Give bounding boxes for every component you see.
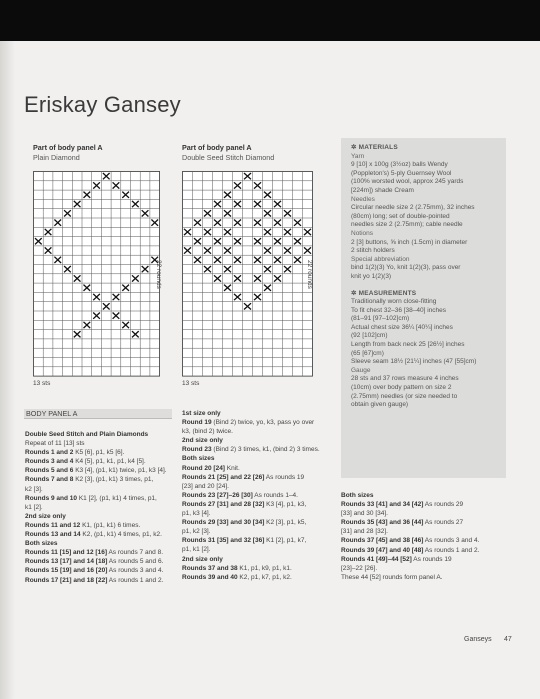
text-line: (Poppleton's) 5-ply Guernsey Wool xyxy=(351,169,452,177)
text-line: (81–91 [97–102]cm) xyxy=(351,315,410,323)
instruction-bold-label: Rounds 23 [27]–26 [30] xyxy=(182,491,253,499)
instruction-line xyxy=(182,536,320,545)
instruction-line xyxy=(182,436,320,445)
text-line: (2.75mm) needles (or size needed to xyxy=(351,392,458,400)
section-heading-body-panel-a: BODY PANEL A xyxy=(24,409,172,419)
instruction-bold-label: Rounds 3 and 4 xyxy=(25,458,74,466)
instruction-line xyxy=(182,464,320,473)
instruction-bold-label: Rounds 17 [21] and 18 [22] xyxy=(25,576,108,584)
instruction-text: As rounds 1 and 2. xyxy=(107,576,164,584)
instruction-text: As rounds 1 and 2. xyxy=(423,546,480,554)
instruction-text: K3 [4], p1, k3, xyxy=(264,500,307,508)
measurements-heading: ✲ MEASUREMENTS xyxy=(351,289,417,297)
instruction-bold-label: Rounds 13 [17] and 14 [18] xyxy=(25,558,108,566)
snowflake-icon: ✲ xyxy=(351,289,359,297)
notions-text xyxy=(351,239,501,256)
instruction-text: (Bind 2) 3 times, k1, (bind 2) 3 times. xyxy=(211,446,320,454)
instruction-line xyxy=(25,566,167,575)
instruction-text: As rounds 29 xyxy=(423,501,464,509)
instructions-column-3 xyxy=(341,491,479,582)
footer-section-name: Ganseys xyxy=(464,636,492,643)
top-black-bar xyxy=(0,0,540,41)
instruction-line xyxy=(341,546,479,555)
instruction-bold-label: Rounds 29 [33] and 30 [34] xyxy=(182,519,265,527)
footer-page-number: 47 xyxy=(504,636,512,643)
instruction-bold-label: Rounds 9 and 10 xyxy=(25,494,78,502)
instruction-line xyxy=(182,500,320,509)
panel1-header xyxy=(33,143,103,162)
instruction-text: As rounds 27 xyxy=(423,519,464,527)
instruction-bold-label: Rounds 15 [19] and 16 [20] xyxy=(25,567,108,575)
instruction-text: Knit. xyxy=(224,464,240,472)
instruction-line xyxy=(341,573,479,582)
instruction-text: k1 [2]. xyxy=(25,503,43,511)
instruction-text: K2 [3], (p1, k1) 3 times, p1, xyxy=(73,476,154,484)
instruction-text: (Bind 2) twice, yo, k3, pass yo over xyxy=(211,419,315,427)
text-line: Length from back neck 25 [26½] inches xyxy=(351,341,465,349)
instruction-line xyxy=(341,518,479,527)
knitting-chart-grid xyxy=(33,171,160,377)
panel2-subheading: Double Seed Stitch Diamond xyxy=(182,152,275,162)
chart-plain-diamond xyxy=(33,171,160,377)
text-line: 28 sts and 37 rows measure 4 inches xyxy=(351,375,459,383)
instruction-line xyxy=(25,576,167,585)
abbrev-label: Special abbreviation xyxy=(351,255,410,263)
instruction-line xyxy=(182,445,320,454)
instruction-bold-label: Round 23 xyxy=(182,446,212,454)
instruction-text: K1, (p1, k1) 6 times. xyxy=(80,521,141,529)
instruction-bold-label: Rounds 35 [43] and 36 [44] xyxy=(341,519,424,527)
instruction-text: As rounds 19 xyxy=(411,555,452,563)
chart-double-seed-diamond xyxy=(182,171,313,377)
needles-label: Needles xyxy=(351,195,375,203)
instruction-line xyxy=(341,500,479,509)
instruction-text: K2 [3], p1, k5, xyxy=(264,519,307,527)
materials-heading: ✲ MATERIALS xyxy=(351,144,398,151)
instruction-line xyxy=(182,555,320,564)
instruction-line xyxy=(25,521,167,530)
instruction-bold-label: Rounds 13 and 14 xyxy=(25,531,81,539)
instruction-text: p1, k2 [3]. xyxy=(182,528,211,536)
instruction-text: K3 [4], (p1, k1) twice, p1, k3 [4]. xyxy=(73,467,167,475)
instruction-text: As rounds 3 and 4. xyxy=(423,537,480,545)
instruction-text: As rounds 7 and 8. xyxy=(107,549,164,557)
notions-label: Notions xyxy=(351,229,374,237)
instruction-text: k3, (bind 2) twice. xyxy=(182,428,233,436)
text-line: 2 [3] buttons, ⅝ inch (1.5cm) in diameter xyxy=(351,238,468,246)
text-line: (80cm) long; set of double-pointed xyxy=(351,212,450,220)
materials-sidebar xyxy=(341,138,506,478)
instruction-line xyxy=(25,494,167,503)
instruction-text: K1 [2], (p1, k1) 4 times, p1, xyxy=(77,494,157,502)
instruction-line xyxy=(182,427,320,436)
instruction-bold-label: Rounds 27 [31] and 28 [32] xyxy=(182,500,265,508)
instruction-bold-label: Both sizes xyxy=(25,540,58,548)
instruction-line xyxy=(182,473,320,482)
text-line: (92 [102]cm) xyxy=(351,332,388,340)
instruction-line xyxy=(182,409,320,418)
instruction-text: K2, (p1, k1) 4 times, p1, k2. xyxy=(80,531,162,539)
instruction-line xyxy=(182,509,320,518)
instruction-text: k2 [3]. xyxy=(25,485,43,493)
instruction-bold-label: 2nd size only xyxy=(182,437,223,445)
instruction-bold-label: Rounds 39 [47] and 40 [48] xyxy=(341,546,424,554)
instruction-line xyxy=(25,503,167,512)
instruction-text: p1, k1 [2]. xyxy=(182,546,211,554)
page-title: Eriskay Gansey xyxy=(24,92,181,117)
instruction-line xyxy=(25,512,167,521)
instruction-bold-label: Round 20 [24] xyxy=(182,464,225,472)
instruction-line xyxy=(182,518,320,527)
text-line: (10cm) over body pattern on size 2 xyxy=(351,384,452,392)
panel2-rounds-label: 22 rounds xyxy=(306,260,313,289)
text-line: obtain given gauge) xyxy=(351,401,409,409)
instruction-line xyxy=(182,418,320,427)
panel1-sts-label: 13 sts xyxy=(33,380,51,387)
instruction-bold-label: 1st size only xyxy=(182,410,221,417)
instruction-text: As rounds 1–4. xyxy=(252,491,298,499)
text-line: 9 [10] x 100g (3½oz) balls Wendy xyxy=(351,161,448,169)
instructions-column-1 xyxy=(25,430,167,585)
instruction-text: p1, k3 [4]. xyxy=(182,510,211,518)
instruction-bold-label: Both sizes xyxy=(182,455,215,463)
panel1-heading: Part of body panel A xyxy=(33,143,103,152)
instruction-line xyxy=(25,530,167,539)
instruction-bold-label: Round 19 xyxy=(182,419,212,427)
text-line: 2 stitch holders xyxy=(351,247,395,255)
instruction-bold-label: Rounds 11 and 12 xyxy=(25,521,81,529)
instruction-text: K1 [2], p1, k7, xyxy=(264,537,307,545)
instruction-line xyxy=(341,527,479,536)
instruction-line xyxy=(25,539,167,548)
instruction-text: K4 [5], p1, k1, p1, k4 [5]. xyxy=(73,458,146,466)
text-line: Circular needle size 2 (2.75mm), 32 inches xyxy=(351,204,475,212)
instruction-line xyxy=(182,454,320,463)
instruction-text: K1, p1, k9, p1, k1. xyxy=(237,564,292,572)
instruction-bold-label: Rounds 37 and 38 xyxy=(182,564,238,572)
instruction-bold-label: Rounds 1 and 2 xyxy=(25,449,74,457)
instruction-line xyxy=(341,536,479,545)
instruction-line xyxy=(25,548,167,557)
instruction-bold-label: Rounds 41 [49]–44 [52] xyxy=(341,555,412,563)
gauge-label: Gauge xyxy=(351,366,371,374)
instruction-line xyxy=(341,491,479,500)
instruction-bold-label: Rounds 11 [15] and 12 [16] xyxy=(25,549,107,557)
needles-text xyxy=(351,204,501,230)
instruction-bold-label: Rounds 33 [41] and 34 [42] xyxy=(341,501,424,509)
text-line: bind 1(2)(3) Yo, knit 1(2)(3), pass over xyxy=(351,264,461,272)
text-line: Sleeve seam 18½ [21¼] inches (47 [55]cm) xyxy=(351,358,477,366)
instruction-text: As rounds 3 and 4. xyxy=(107,567,164,575)
gauge-text xyxy=(351,375,501,409)
text-line: knit yo 1(2)(3) xyxy=(351,272,392,280)
instruction-line xyxy=(182,527,320,536)
measurements-text xyxy=(351,298,501,367)
instruction-bold-label: Rounds 7 and 8 xyxy=(25,476,74,484)
instruction-line xyxy=(182,482,320,491)
instruction-line xyxy=(182,545,320,554)
instruction-line xyxy=(25,485,167,494)
instruction-text: [23] and 20 [24]. xyxy=(182,482,229,490)
panel2-header xyxy=(182,143,274,162)
page-spine-shadow xyxy=(0,41,14,699)
instruction-line xyxy=(25,439,167,448)
instruction-line xyxy=(25,557,167,566)
instruction-text: As rounds 19 xyxy=(264,473,305,481)
panel1-rounds-label: 22 rounds xyxy=(155,260,162,289)
panel2-heading: Part of body panel A xyxy=(182,143,252,152)
instruction-text: [23]–22 [26]. xyxy=(341,564,378,572)
instruction-bold-label: Rounds 39 and 40 xyxy=(182,573,238,581)
yarn-label: Yarn xyxy=(351,152,365,160)
instruction-line xyxy=(25,448,167,457)
abbrev-text xyxy=(351,264,501,281)
instruction-bold-label: Rounds 31 [35] and 32 [36] xyxy=(182,537,265,545)
instruction-bold-label: 2nd size only xyxy=(182,555,223,563)
text-line: needles size 2 (2.75mm); cable needle xyxy=(351,221,463,229)
instructions-column-2 xyxy=(182,409,320,582)
instruction-text: As rounds 5 and 6. xyxy=(107,558,164,566)
text-line: Traditionally worn close-fitting xyxy=(351,298,437,306)
instruction-line xyxy=(182,564,320,573)
instruction-text: K2, p1, k7, p1, k2. xyxy=(237,573,292,581)
instruction-bold-label: Double Seed Stitch and Plain Diamonds xyxy=(25,431,149,438)
panel1-subheading: Plain Diamond xyxy=(33,152,80,162)
text-line: To fit chest 32–36 [38–40] inches xyxy=(351,306,447,314)
instruction-line xyxy=(341,509,479,518)
instruction-line xyxy=(25,466,167,475)
instruction-line xyxy=(182,573,320,582)
snowflake-icon: ✲ xyxy=(351,144,359,151)
instruction-text: [31] and 28 [32]. xyxy=(341,528,388,536)
knitting-chart-grid xyxy=(182,171,313,377)
instruction-line xyxy=(341,564,479,573)
text-line: (65 [67]cm) xyxy=(351,349,384,357)
text-line: (100% worsted wool, approx 245 yards xyxy=(351,178,464,186)
instruction-text: These 44 [52] rounds form panel A. xyxy=(341,573,443,581)
instruction-line xyxy=(341,555,479,564)
instruction-bold-label: 2nd size only xyxy=(25,512,66,520)
instruction-bold-label: Both sizes xyxy=(341,492,374,499)
instruction-line xyxy=(182,491,320,500)
text-line: [224m]) shade Cream xyxy=(351,186,414,194)
instruction-text: [33] and 30 [34]. xyxy=(341,510,388,518)
yarn-text xyxy=(351,161,501,195)
instruction-text: Repeat of 11 [13] sts xyxy=(25,440,85,448)
instruction-line xyxy=(25,475,167,484)
instruction-line xyxy=(25,430,167,439)
text-line: Actual chest size 36¼ [40¼] inches xyxy=(351,323,453,331)
instruction-bold-label: Rounds 21 [25] and 22 [26] xyxy=(182,473,265,481)
instruction-bold-label: Rounds 37 [45] and 38 [46] xyxy=(341,537,424,545)
instruction-bold-label: Rounds 5 and 6 xyxy=(25,467,74,475)
instruction-line xyxy=(25,457,167,466)
instruction-text: K5 [6], p1, k5 [6]. xyxy=(73,449,125,457)
panel2-sts-label: 13 sts xyxy=(182,380,200,387)
